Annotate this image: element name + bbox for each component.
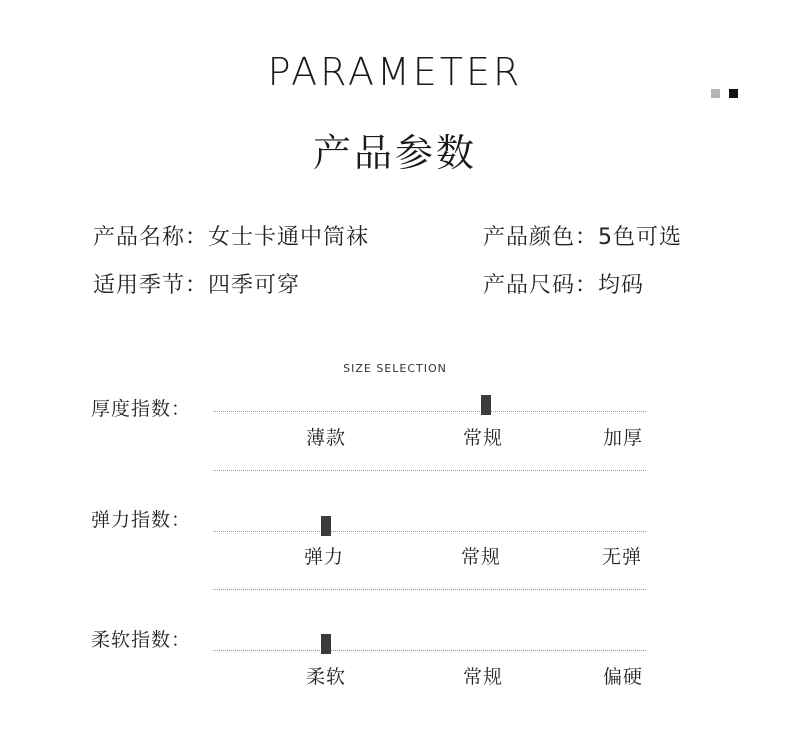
spec-season: 适用季节：四季可穿 — [93, 273, 301, 298]
softness-scale-line — [213, 650, 646, 651]
spec-product-color: 产品颜色：5色可选 — [483, 225, 682, 250]
decorative-square-black — [729, 89, 738, 98]
elasticity-marker — [321, 516, 331, 536]
thickness-scale-line — [213, 411, 646, 412]
row-divider — [213, 470, 646, 471]
elasticity-option-stretch: 弹力 — [304, 546, 345, 568]
title-english: PARAMETER — [267, 50, 523, 94]
elasticity-label: 弹力指数： — [91, 509, 192, 531]
softness-label: 柔软指数： — [91, 629, 192, 651]
title-chinese: 产品参数 — [312, 131, 477, 175]
spec-product-name: 产品名称：女士卡通中筒袜 — [93, 225, 370, 250]
row-divider — [213, 589, 646, 590]
softness-marker — [321, 634, 331, 654]
decorative-square-grey — [711, 89, 720, 98]
size-selection-heading: SIZE SELECTION — [343, 362, 447, 375]
thickness-option-regular: 常规 — [463, 427, 504, 449]
elasticity-option-none: 无弹 — [602, 546, 643, 568]
thickness-marker — [481, 395, 491, 415]
softness-option-hard: 偏硬 — [603, 666, 644, 688]
elasticity-scale-line — [213, 531, 646, 532]
spec-size: 产品尺码：均码 — [483, 273, 645, 298]
thickness-option-thick: 加厚 — [603, 427, 644, 449]
thickness-label: 厚度指数： — [91, 398, 192, 420]
thickness-option-thin: 薄款 — [306, 427, 347, 449]
elasticity-option-regular: 常规 — [461, 546, 502, 568]
softness-option-soft: 柔软 — [306, 666, 347, 688]
softness-option-regular: 常规 — [463, 666, 504, 688]
